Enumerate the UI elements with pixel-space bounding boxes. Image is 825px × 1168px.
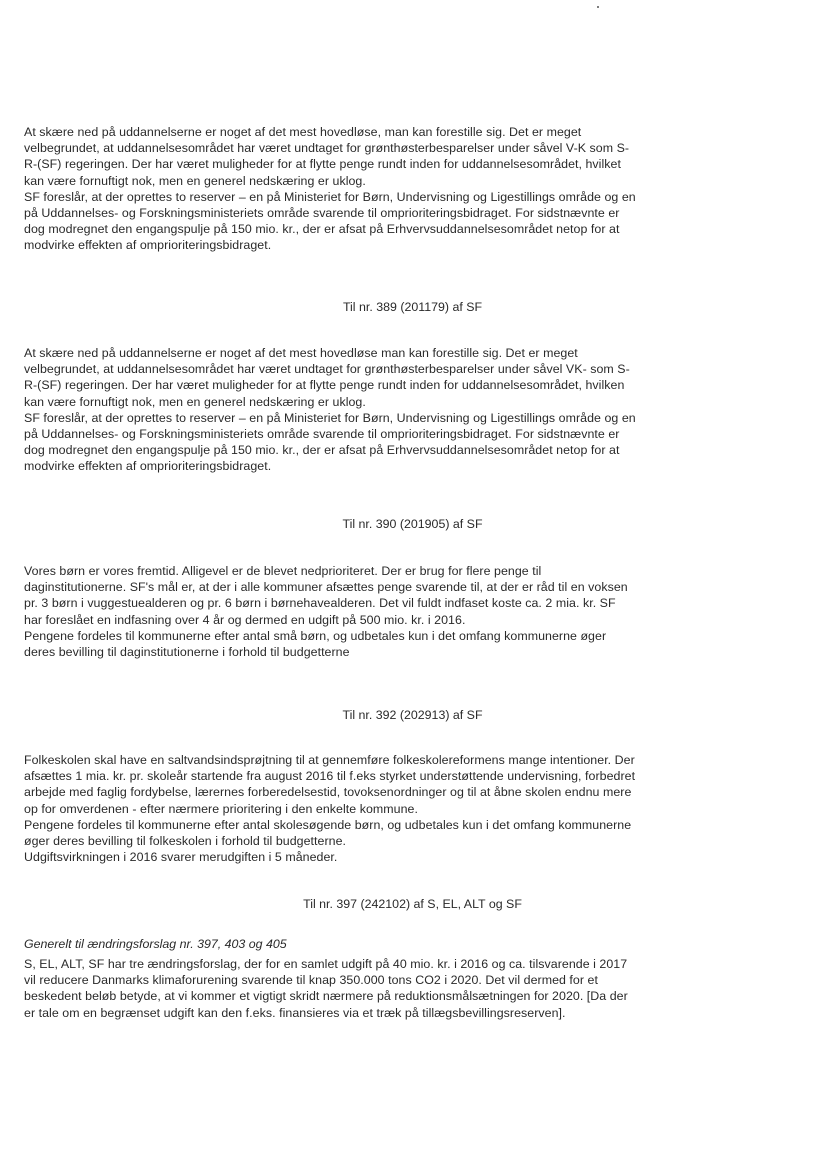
text-line: daginstitutionerne. SF's mål er, at der i alle kommuner afsættes penge svarende til, at der er råd til en voksen: [24, 580, 628, 595]
text-line: Udgiftsvirkningen i 2016 svarer merudgiften i 5 måneder.: [24, 850, 338, 865]
text-line: beskedent beløb betyde, at vi kommer et vigtigt skridt nærmere på reduktionsmålsætningen for 2020. [Da der: [24, 989, 628, 1004]
text-line: øger deres bevilling til folkeskolen i forhold til budgetterne.: [24, 834, 347, 849]
text-line: dog modregnet den engangspulje på 150 mio. kr., der er afsat på Erhvervsuddannelsesområdet netop for at: [24, 443, 620, 458]
text-line: op for omverdenen - efter nærmere prioritering i den enkelte kommune.: [24, 801, 418, 816]
text-line: SF foreslår, at der oprettes to reserver – en på Ministeriet for Børn, Undervisning og Ligestillings område og en: [24, 189, 636, 204]
text-line: dog modregnet den engangspulje på 150 mio. kr., der er afsat på Erhvervsuddannelsesområdet netop for at: [24, 222, 620, 237]
text-line: kan være fornuftigt nok, men en generel nedskæring er uklog.: [24, 173, 366, 188]
text-line: SF foreslår, at der oprettes to reserver – en på Ministeriet for Børn, Undervisning og Ligestillings område og en: [24, 410, 636, 425]
text-line: At skære ned på uddannelserne er noget af det mest hovedløse man kan forestille sig. Det er meget: [24, 346, 578, 360]
text-line: Folkeskolen skal have en saltvandsindsprøjtning til at gennemføre folkeskolereformens mange intentioner. Der: [24, 753, 635, 767]
paragraph-section-397: [24, 956, 704, 1021]
text-line: vil reducere Danmarks klimaforurening svarende til knap 350.000 tons CO2 i 2020. Det vil dermed for et: [24, 973, 598, 988]
text-line: Pengene fordeles til kommunerne efter antal små børn, og udbetales kun i det omfang kommunerne øger: [24, 628, 607, 643]
text-line: modvirke effekten af omprioriteringsbidraget.: [24, 459, 272, 474]
subheading-397: Generelt til ændringsforslag nr. 397, 403 og 405: [24, 937, 287, 951]
text-line: har foreslået en indfasning over 4 år og dermed en udgift på 500 mio. kr. i 2016.: [24, 612, 466, 627]
heading-390: Til nr. 390 (201905) af SF: [342, 517, 483, 531]
text-line: R-(SF) regeringen. Der har været muligheder for at flytte penge rundt inden for uddannelsesområdet, hvilket: [24, 157, 621, 172]
text-line: Vores børn er vores fremtid. Alligevel er de blevet nedprioriteret. Der er brug for flere penge til: [24, 564, 542, 578]
paragraph-section-392: [24, 752, 704, 865]
text-line: er tale om en begrænset udgift kan den f.eks. finansieres via et træk på tillægsbevillingsreserven].: [24, 1005, 566, 1020]
text-line: på Uddannelses- og Forskningsministeriets område svarende til omprioriteringsbidraget. For sidstnævnte er: [24, 206, 620, 221]
paragraph-section-390: [24, 563, 704, 660]
text-line: deres bevilling til daginstitutionerne i forhold til budgetterne: [24, 645, 350, 660]
scan-speck: [597, 6, 599, 8]
text-line: velbegrundet, at uddannelsesområdet har været undtaget for grønthøsterbesparelser under såvel V-K som S-: [24, 141, 630, 156]
text-line: pr. 3 børn i vuggestuealderen og pr. 6 børn i børnehavealderen. Det vil fuldt indfaset koste ca. 2 mia. kr. SF: [24, 596, 616, 611]
text-line: S, EL, ALT, SF har tre ændringsforslag, der for en samlet udgift på 40 mio. kr. i 2016 og ca. tilsvarende i 2017: [24, 957, 628, 971]
text-line: modvirke effekten af omprioriteringsbidraget.: [24, 238, 272, 253]
paragraph-section-389: [24, 345, 704, 475]
text-line: At skære ned på uddannelserne er noget af det mest hovedløse, man kan forestille sig. Det er meget: [24, 125, 582, 139]
heading-392: Til nr. 392 (202913) af SF: [342, 708, 483, 722]
text-line: velbegrundet, at uddannelsesområdet har været undtaget for grønthøsterbesparelser under såvel VK- som S-: [24, 362, 630, 377]
text-line: arbejde med faglig fordybelse, lærernes forberedelsestid, tovoksenordninger og til at åbne skolen endnu mere: [24, 785, 632, 800]
heading-397: Til nr. 397 (242102) af S, EL, ALT og SF: [303, 897, 522, 911]
heading-389: Til nr. 389 (201179) af SF: [342, 300, 483, 314]
text-line: Pengene fordeles til kommunerne efter antal skolesøgende børn, og udbetales kun i det omfang kommunerne: [24, 817, 632, 832]
text-line: kan være fornuftigt nok, men en generel nedskæring er uklog.: [24, 394, 366, 409]
text-line: R-(SF) regeringen. Der har været muligheder for at flytte penge rundt inden for uddannelsesområdet, hvilken: [24, 378, 625, 393]
text-line: afsættes 1 mia. kr. pr. skoleår startende fra august 2016 til f.eks styrket understøttende undervisning, forbedret: [24, 769, 636, 784]
text-line: på Uddannelses- og Forskningsministeriets område svarende til omprioriteringsbidraget. For sidstnævnte er: [24, 427, 620, 442]
paragraph-section-1: [24, 124, 704, 254]
